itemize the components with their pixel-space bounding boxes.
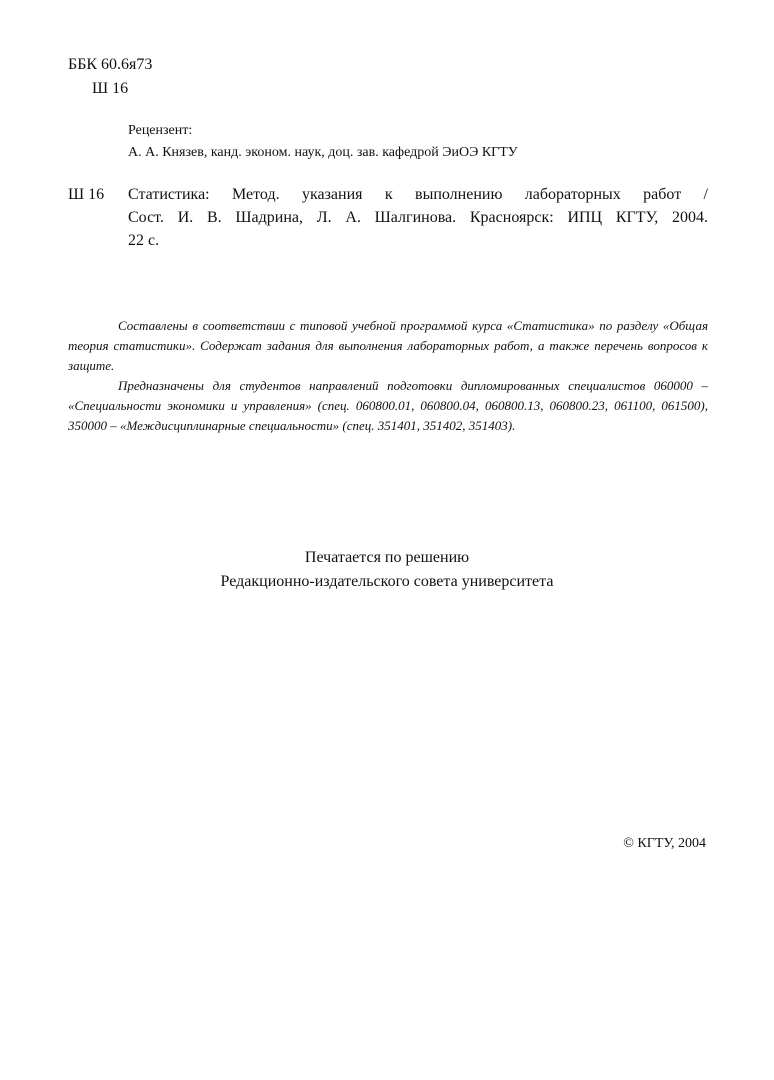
annotation-paragraph: Составлены в соответствии с типовой учебной программой курса «Статистика» по разделу «Общая теория статистики». Содержат задания для выполнения лабораторных работ, а также перечень вопросов к защите. [68, 318, 708, 373]
print-decision-block [0, 546, 774, 594]
annotation-block [68, 316, 708, 436]
bibliographic-code: Ш 16 [68, 186, 105, 203]
copyright-notice: © КГТУ, 2004 [623, 836, 706, 851]
bibliographic-line-2: Сост. И. В. Шадрина, Л. А. Шалгинова. Красноярск: ИПЦ КГТУ, 2004. [128, 209, 708, 226]
reviewer-name: А. А. Князев, канд. эконом. наук, доц. зав. кафедрой ЭиОЭ КГТУ [128, 145, 518, 160]
reviewer-label: Рецензент: [128, 123, 193, 138]
bibliographic-line-3: 22 с. [128, 232, 160, 249]
bibliographic-description [128, 183, 708, 252]
bibliographic-record [68, 183, 708, 252]
bibliographic-line-1: Статистика: Метод. указания к выполнению лабораторных работ / [128, 186, 708, 203]
author-code: Ш 16 [92, 80, 129, 97]
bbk-index: ББК 60.6я73 [68, 56, 153, 73]
reviewer-block [128, 120, 518, 164]
print-decision-line-2: Редакционно-издательского совета университета [220, 573, 554, 590]
annotation-paragraph: Предназначены для студентов направлений подготовки дипломированных специалистов 060000 – «Специальности экономики и управления» (спец. 060800.01, 060800.04, 060800.13, 060800.23, 061100, 061500), 350000 – «Междисциплинарные специальности» (спец. 351401, 351402, 351403). [68, 378, 708, 433]
print-decision-line-1: Печатается по решению [304, 549, 470, 566]
